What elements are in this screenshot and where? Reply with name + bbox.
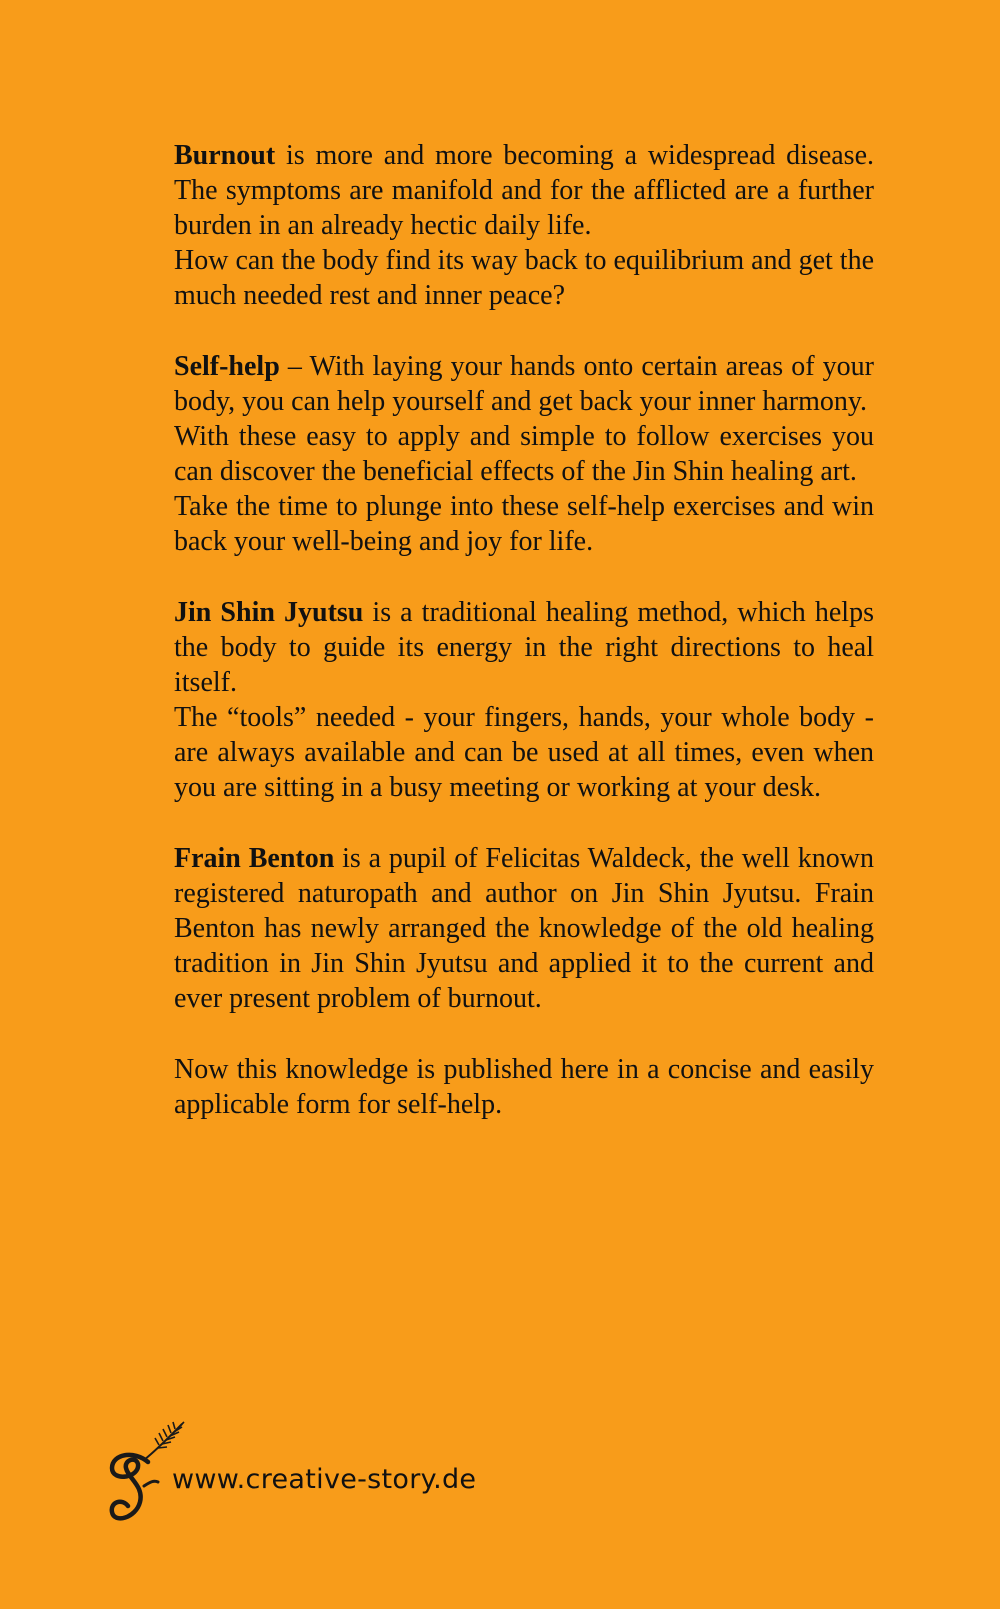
paragraph [174, 841, 874, 1016]
lead-term: Jin Shin Jyutsu [174, 597, 364, 628]
paragraph: How can the body find its way back to equilibrium and get the much needed rest and inner peace? [174, 245, 874, 311]
paragraph-text: – With laying your hands onto certain areas of your body, you can help yourself and get back your inner harmony. [174, 351, 874, 417]
lead-term: Burnout [174, 140, 276, 171]
paragraph [174, 349, 874, 419]
paragraph-text: is a pupil of Felicitas Waldeck, the well known registered naturopath and author on Jin Shin Jyutsu. Frain Benton has newly arranged the knowledge of the old healing tradition in Jin Shin Jyutsu and applied it to the current and ever present problem of burnout. [174, 843, 874, 1014]
section-frain-benton [174, 841, 874, 1016]
paragraph [174, 595, 874, 700]
paragraph: Now this knowledge is published here in a concise and easily applicable form for self-help. [174, 1054, 874, 1120]
section-jin-shin-jyutsu [174, 595, 874, 805]
paragraph: With these easy to apply and simple to follow exercises you can discover the beneficial effects of the Jin Shin healing art. [174, 421, 874, 487]
lead-term: Self-help [174, 351, 280, 382]
publisher-footer [104, 1420, 604, 1540]
lead-term: Frain Benton [174, 843, 335, 874]
paragraph-text: is more and more becoming a widespread disease. The symptoms are manifold and for the afflicted are a further burden in an already hectic daily life. [174, 140, 874, 241]
section-self-help [174, 349, 874, 559]
paragraph-text: is a traditional healing method, which helps the body to guide its energy in the right directions to heal itself. [174, 597, 874, 698]
paragraph: Take the time to plunge into these self-help exercises and win back your well-being and joy for life. [174, 491, 874, 557]
section-burnout [174, 138, 874, 313]
website-link[interactable]: www.creative-story.de [172, 1464, 477, 1495]
paragraph: The “tools” needed - your fingers, hands, your whole body - are always available and can be used at all times, even when you are sitting in a busy meeting or working at your desk. [174, 702, 874, 803]
back-cover-text [174, 138, 874, 1158]
paragraph [174, 138, 874, 243]
section-closing [174, 1052, 874, 1122]
